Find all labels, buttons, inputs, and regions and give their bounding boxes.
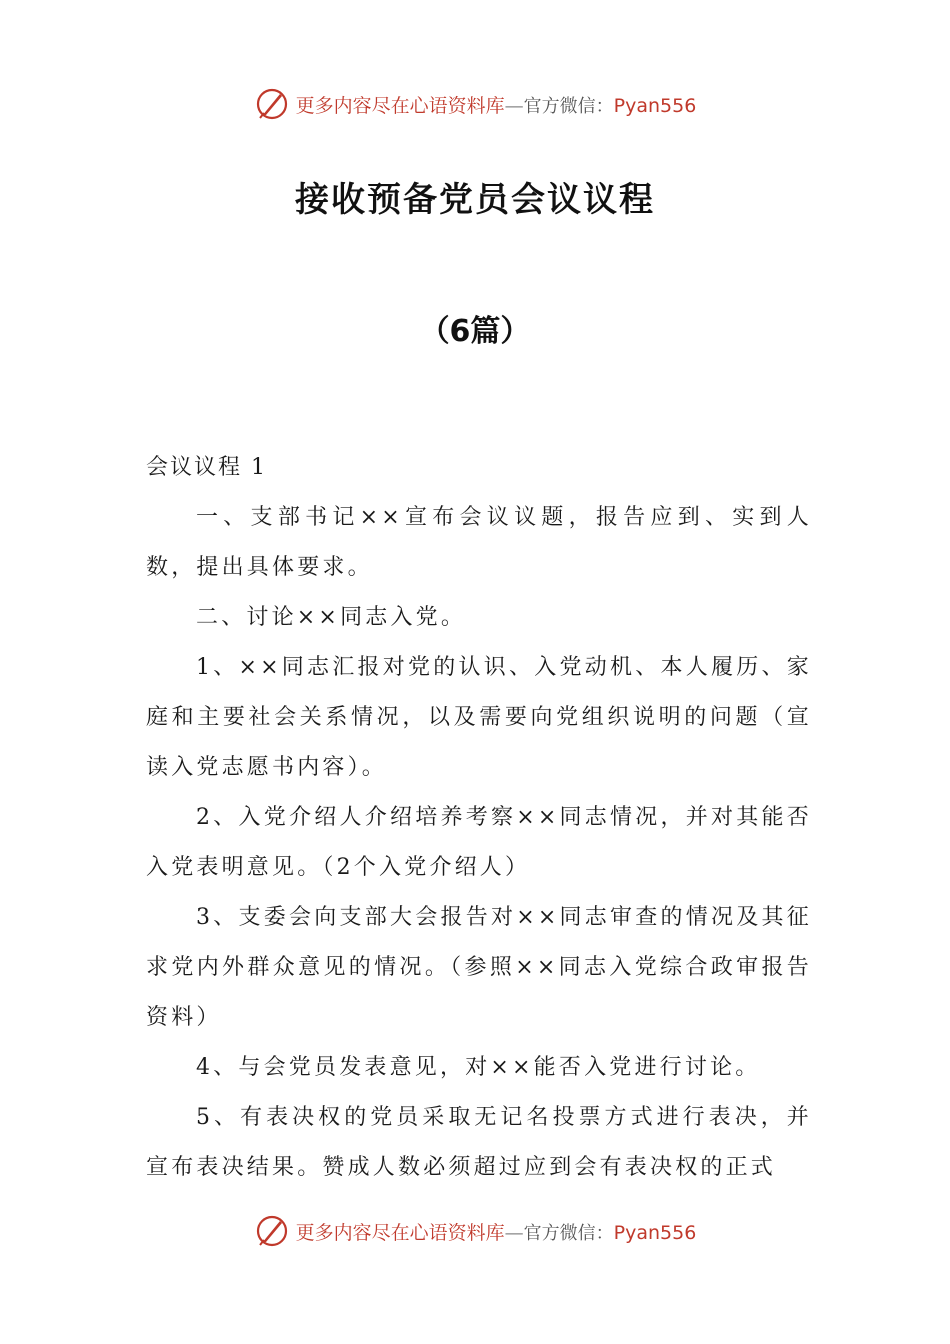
- header-watermark: [0, 84, 950, 124]
- watermark-wechat-id: Pyan556: [613, 1221, 697, 1244]
- paragraph: 2、入党介绍人介绍培养考察××同志情况，并对其能否入党表明意见。（2个入党介绍人）: [146, 805, 812, 880]
- paragraph: 5、有表决权的党员采取无记名投票方式进行表决，并宣布表决结果。赞成人数必须超过应到会有表决权的正式: [146, 1105, 812, 1180]
- watermark-text: [296, 91, 697, 118]
- document-title: 接收预备党员会议议程: [295, 180, 655, 220]
- paragraph: 3、支委会向支部大会报告对××同志审查的情况及其征求党内外群众意见的情况。（参照××同志入党综合政审报告资料）: [146, 905, 812, 1030]
- quill-logo-icon: [254, 86, 290, 122]
- paragraph: 一、支部书记××宣布会议议题，报告应到、实到人数，提出具体要求。: [146, 505, 812, 580]
- paragraph: 1、××同志汇报对党的认识、入党动机、本人履历、家庭和主要社会关系情况，以及需要向党组织说明的问题（宣读入党志愿书内容）。: [146, 655, 812, 780]
- watermark-brand: 更多内容尽在心语资料库: [295, 1221, 505, 1244]
- paragraph: 二、讨论××同志入党。: [196, 605, 467, 630]
- watermark-wechat-id: Pyan556: [613, 94, 697, 117]
- footer-watermark: [0, 1211, 950, 1251]
- watermark-official-label: 官方微信：: [523, 95, 614, 117]
- section-heading: 会议议程 1: [146, 455, 267, 480]
- watermark-brand: 更多内容尽在心语资料库: [295, 94, 505, 117]
- watermark-text: [296, 1218, 697, 1245]
- paragraph: 4、与会党员发表意见，对××能否入党进行讨论。: [196, 1055, 761, 1080]
- watermark-official-label: 官方微信：: [523, 1222, 614, 1244]
- watermark-dash: —: [504, 94, 524, 117]
- document-body: [146, 443, 812, 1193]
- quill-logo-icon: [254, 1213, 290, 1249]
- document-subtitle: （6篇）: [419, 314, 531, 349]
- watermark-dash: —: [504, 1221, 524, 1244]
